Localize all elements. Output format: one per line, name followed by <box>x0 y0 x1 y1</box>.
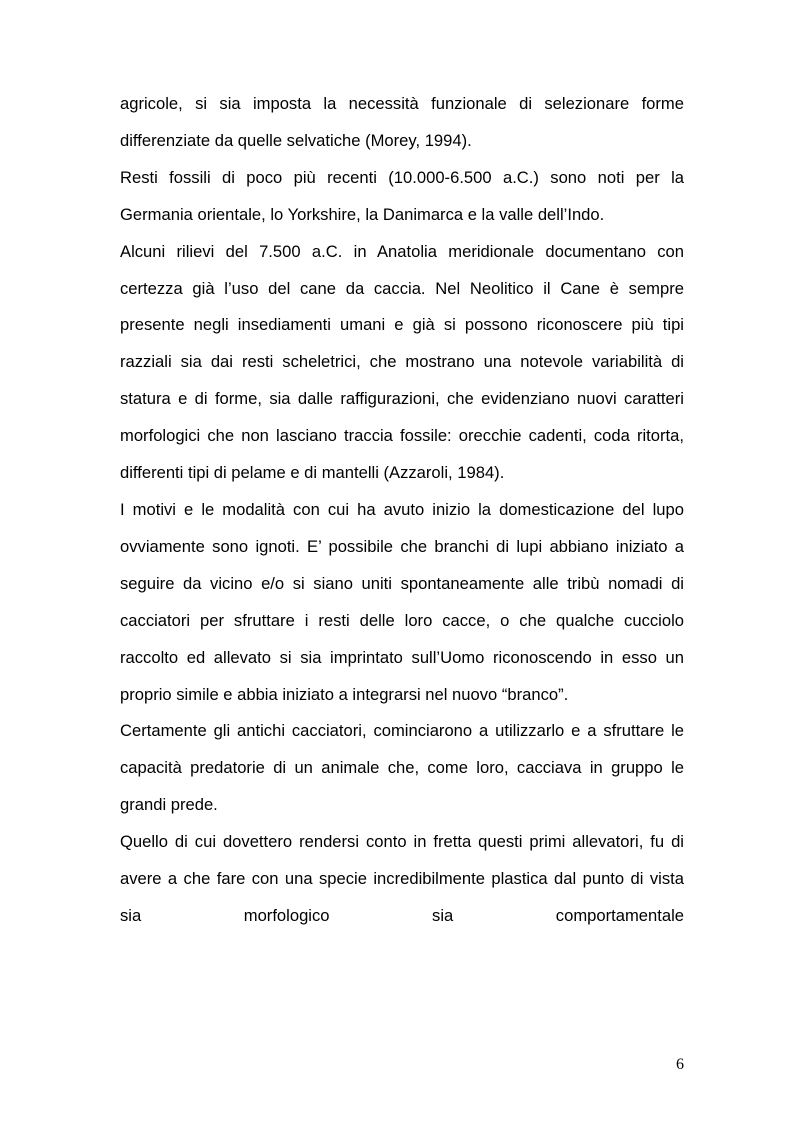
paragraph-5: Certamente gli antichi cacciatori, cominciarono a utilizzarlo e a sfruttare le capacità predatorie di un animale che, come loro, cacciava in gruppo le grandi prede. <box>120 721 684 815</box>
paragraph-4: I motivi e le modalità con cui ha avuto inizio la domesticazione del lupo ovviamente sono ignoti. E’ possibile che branchi di lupi abbiano iniziato a seguire da vicino e/o si siano uniti spontaneamente alle tribù nomadi di cacciatori per sfruttare i resti delle loro cacce, o che qualche cucciolo raccolto ed allevato si sia imprintato sull’Uomo riconoscendo in esso un proprio simile e abbia iniziato a integrarsi nel nuovo “branco”. <box>120 499 684 704</box>
paragraph-3: Alcuni rilievi del 7.500 a.C. in Anatolia meridionale documentano con certezza già l’uso del cane da caccia. Nel Neolitico il Cane è sempre presente negli insediamenti umani e già si possono riconoscere più tipi razziali sia dai resti scheletrici, che mostrano una notevole variabilità di statura e di forme, sia dalle raffigurazioni, che evidenziano nuovi caratteri morfologici che non lasciano traccia fossile: orecchie cadenti, coda ritorta, differenti tipi di pelame e di mantelli (Azzaroli, 1984). <box>120 241 684 483</box>
paragraph-6: Quello di cui dovettero rendersi conto in fretta questi primi allevatori, fu di avere a che fare con una specie incredibilmente plastica dal punto di vista sia morfologico sia comportamentale <box>120 832 684 925</box>
page-number: 6 <box>676 1056 684 1073</box>
paragraph-2: Resti fossili di poco più recenti (10.000-6.500 a.C.) sono noti per la Germania orientale, lo Yorkshire, la Danimarca e la valle dell’Indo. <box>120 167 684 224</box>
body-text <box>120 86 684 935</box>
paragraph-1: agricole, si sia imposta la necessità funzionale di selezionare forme differenziate da quelle selvatiche (Morey, 1994). <box>120 94 684 150</box>
